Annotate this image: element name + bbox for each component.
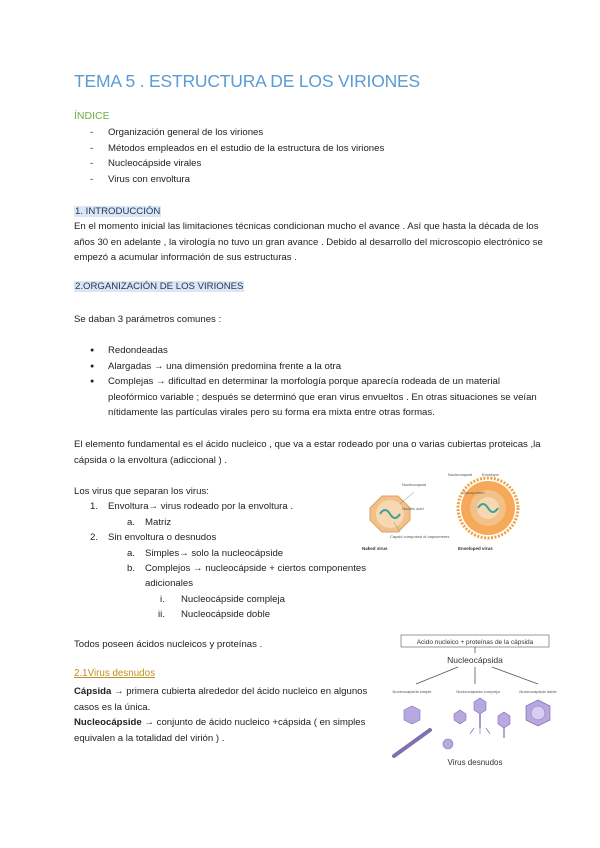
naked-virus-label: Naked virus — [362, 546, 388, 551]
type-matriz: Matriz — [145, 517, 172, 528]
page-title: TEMA 5 . ESTRUCTURA DE LOS VIRIONES — [74, 71, 420, 91]
nucleocapsid-figure — [388, 634, 568, 770]
type-nc-doble: Nucleocápside doble — [181, 609, 271, 620]
figure2-double-label: Nucleocápsida doble — [519, 689, 557, 694]
list-item: ● Complejas → dificultad en determinar la morfología porque aparecía rodeada de un material — [90, 376, 500, 387]
intro-heading: 1. INTRODUCCIÓN — [75, 206, 161, 217]
types-lead: Los virus que separan los virus: — [74, 486, 209, 497]
fundamental-paragraph: El elemento fundamental es el ácido nucleico , que va a estar rodeado por una o varias cubiertas proteicas ,la cápsida o la envoltura (adiccional ) . — [74, 439, 541, 466]
enveloped-virus-label: Enveloped virus — [458, 546, 493, 551]
naked-virus-diagram — [370, 492, 414, 532]
virus-structure-figure — [358, 470, 538, 555]
org-lead: Se daban 3 parámetros comunes : — [74, 314, 222, 325]
figure2-top-label: Acido nucleico + proteínas de la cápsida — [416, 639, 534, 646]
list-item: - Organización general de los viriones — [90, 127, 264, 138]
index-heading: ÍNDICE — [74, 110, 110, 122]
all-have-line: Todos poseen ácidos nucleicos y proteínas . — [74, 639, 263, 650]
list-item: - Nucleocápside virales — [90, 158, 202, 169]
svg-text:Nucleocapsid: Nucleocapsid — [448, 472, 473, 477]
capsida-definition: Cápsida → primera cubierta alrededor del ácido nucleico en algunos casos es la única. Nucleocápside → conjunto de ácido nucleico +cápsida ( en simples equivalen a la totalidad del virión ) . — [74, 686, 368, 744]
list-item: ● Alargadas → una dimensión predomina frente a la otra — [90, 360, 342, 372]
svg-text:Capsid composed of capsomeres: Capsid composed of capsomeres — [390, 534, 450, 539]
svg-text:Nucleic acid: Nucleic acid — [402, 506, 424, 511]
enveloped-virus-diagram — [458, 478, 518, 538]
figure2-center-label: Nucleocápsida — [447, 655, 503, 665]
list-item: - Virus con envoltura — [90, 173, 190, 185]
type-complejos: Complejos → nucleocápside + ciertos componentes — [145, 563, 367, 574]
svg-text:Nucleocapsid: Nucleocapsid — [402, 482, 427, 487]
org-heading: 2.ORGANIZACIÓN DE LOS VIRIONES — [75, 281, 244, 292]
shape-bullets: ● Redondeadas ● Alargadas → una dimensión predomina frente a la otra ● Complejas → dificultad en determinar la morfología porque aparecía rodeada de un material pleofórmico variable ; después se determinó que eran virus envueltos . En otras situaciones se veían nítidamente las partículas virales pero su forma era mixta entre otras formas. — [90, 345, 537, 418]
section-2-1-heading: 2.1Virus desnudos — [74, 668, 155, 679]
figure2-complex-label: Nucleocápsida compleja — [456, 689, 500, 694]
type-enveloped: Envoltura→ virus rodeado por la envoltura . — [108, 501, 294, 512]
index-list — [90, 125, 384, 187]
list-item: ● Redondeadas — [90, 345, 168, 356]
intro-paragraph: En el momento inicial las limitaciones técnicas condicionan mucho el avance . Así que hasta la década de los años 30 en adelante , la virología no tuvo un gran avance . Debido al desarrollo del microscopio electrónico se empezó a acumular información de sus estructuras . — [74, 221, 543, 263]
type-simples: Simples→ solo la nucleocápside — [145, 548, 284, 559]
svg-text:Glycoprotein: Glycoprotein — [462, 490, 485, 495]
figure2-bottom-label: Virus desnudos — [447, 758, 503, 767]
list-item: - Métodos empleados en el estudio de la estructura de los viriones — [90, 142, 385, 154]
figure2-simple-label: Nucleocápsida simple — [392, 689, 432, 694]
type-naked: Sin envoltura o desnudos — [108, 532, 217, 543]
type-nc-compleja: Nucleocápside compleja — [181, 594, 285, 605]
svg-text:Envelope: Envelope — [482, 472, 499, 477]
